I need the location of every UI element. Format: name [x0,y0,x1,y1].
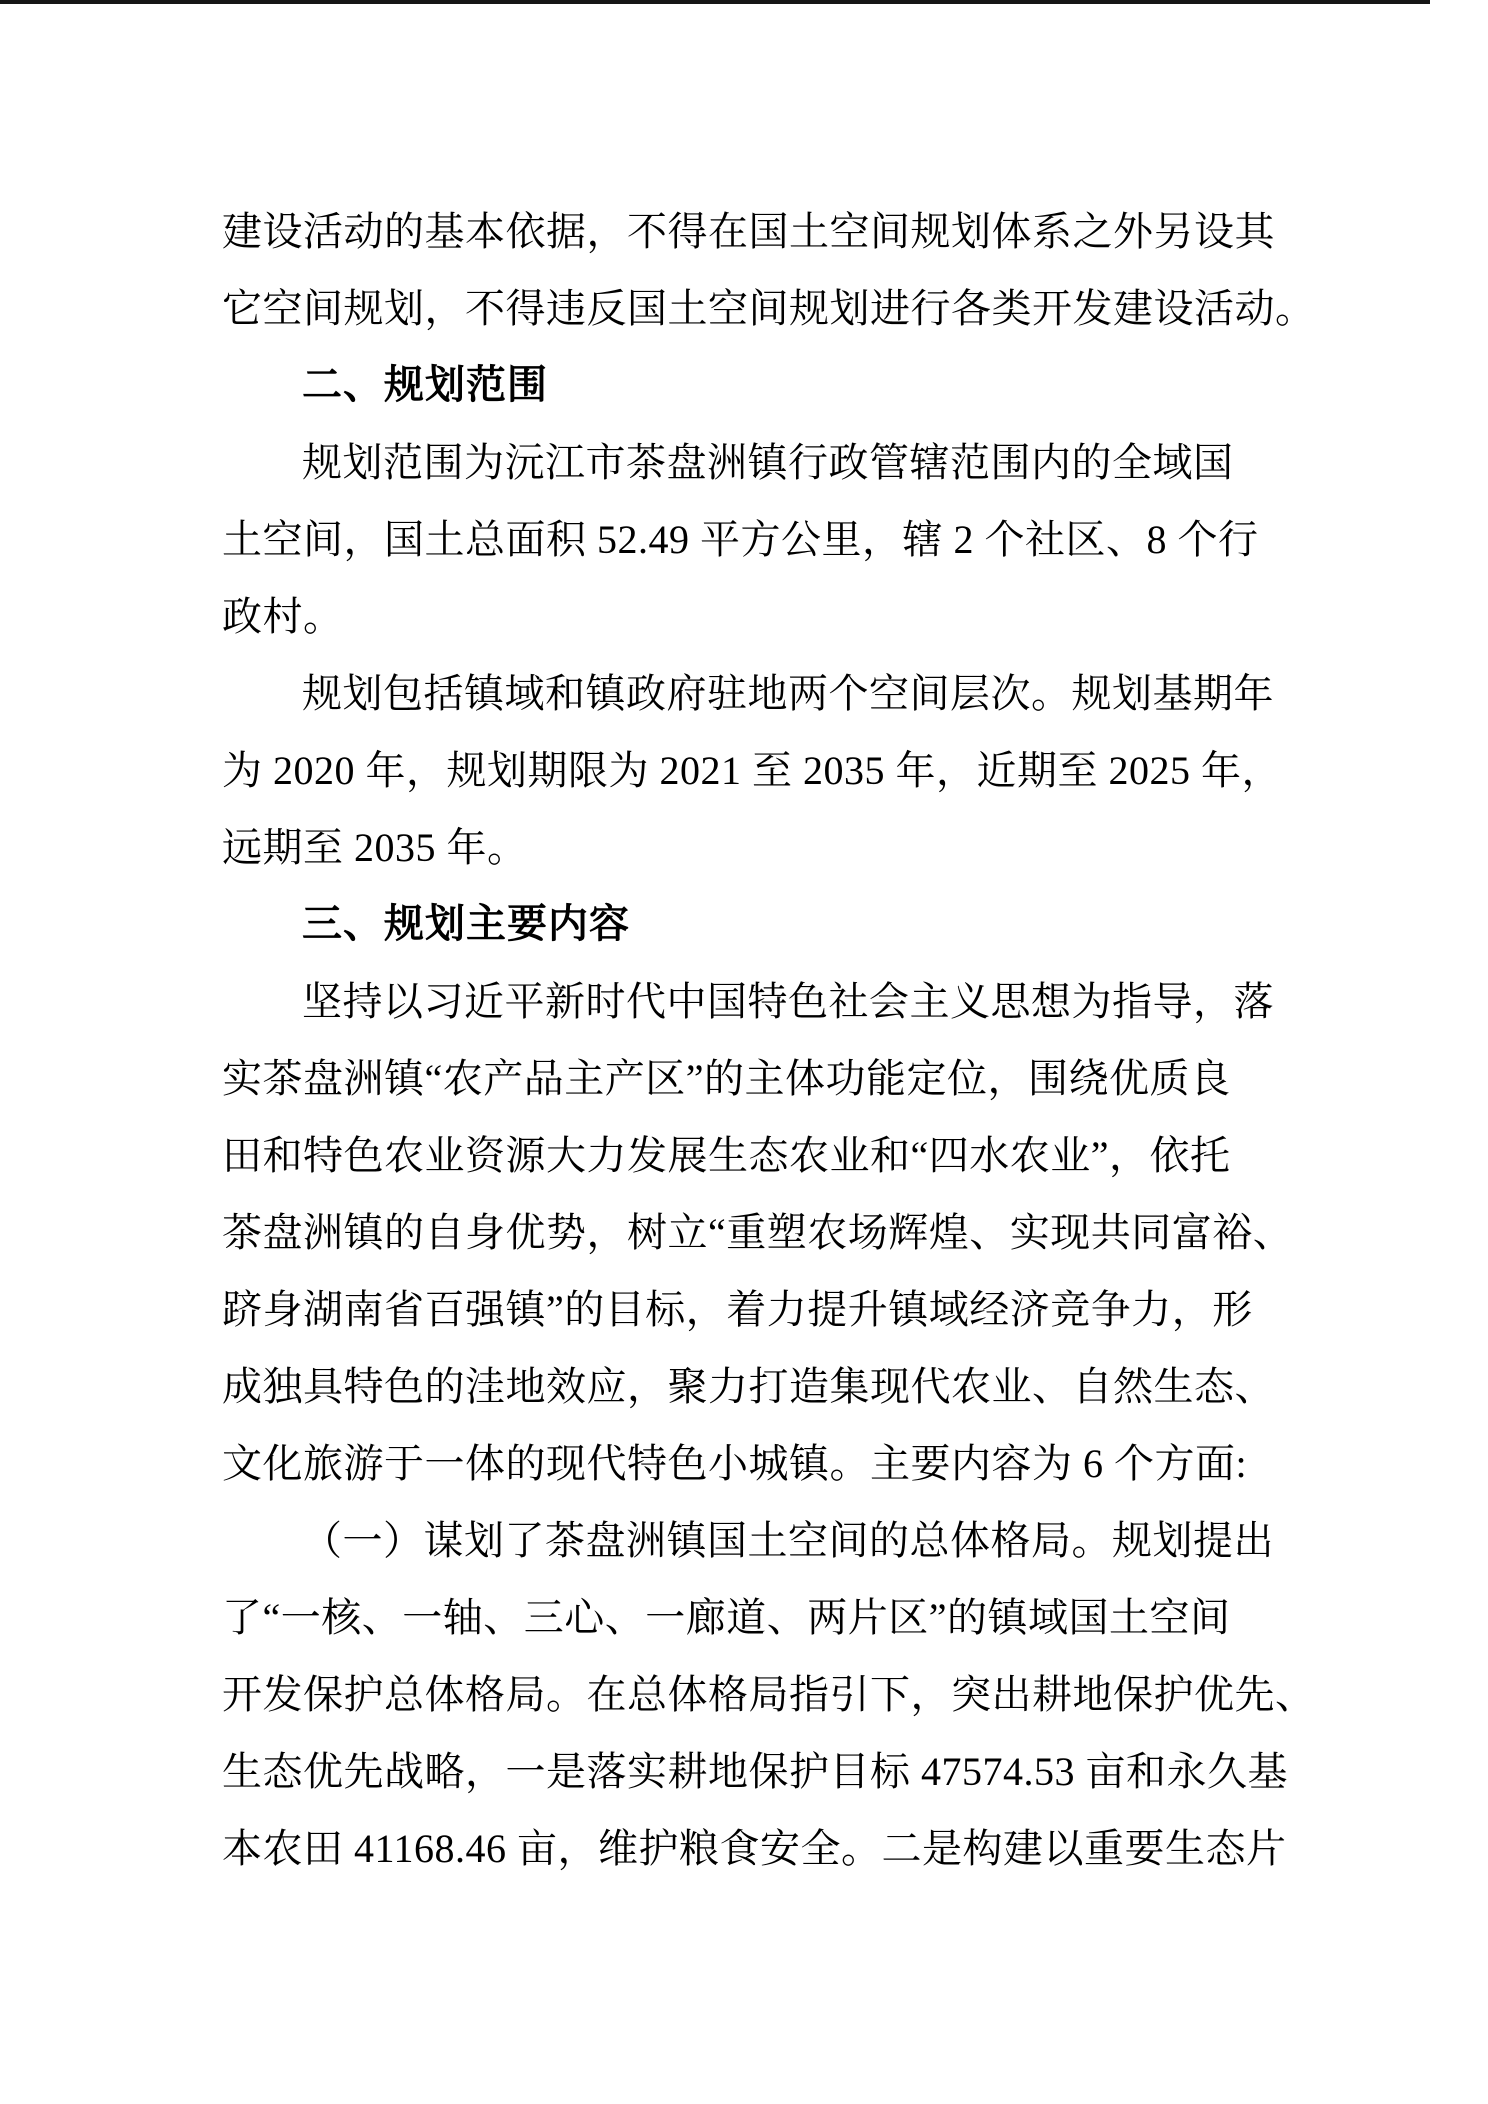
document-body [222,193,1322,1887]
text-line: 成独具特色的洼地效应，聚力打造集现代农业、自然生态、 [222,1364,1275,1409]
section-heading-planning-scope: 二、规划范围 [302,363,548,407]
paragraph-first-line: 规划范围为沅江市茶盘洲镇行政管辖范围内的全域国 [302,440,1234,485]
text-line: 田和特色农业资源大力发展生态农业和“四水农业”，依托 [222,1133,1231,1178]
text-line: 了“一核、一轴、三心、一廊道、两片区”的镇域国土空间 [222,1595,1231,1640]
text-line: 跻身湖南省百强镇”的目标，着力提升镇域经济竞争力，形 [222,1287,1253,1332]
text-line: 开发保护总体格局。在总体格局指引下，突出耕地保护优先、 [222,1672,1316,1717]
text-line: 远期至 2035 年。 [222,825,528,870]
text-line: 为 2020 年，规划期限为 2021 至 2035 年，近期至 2025 年， [222,748,1282,793]
text-line: 生态优先战略，一是落实耕地保护目标 47574.53 亩和永久基 [222,1749,1288,1794]
text-line: 本农田 41168.46 亩，维护粮食安全。二是构建以重要生态片 [222,1826,1287,1871]
paragraph-first-line: 规划包括镇域和镇政府驻地两个空间层次。规划基期年 [302,671,1274,716]
text-line: 实茶盘洲镇“农产品主产区”的主体功能定位，围绕优质良 [222,1056,1231,1101]
paragraph-first-line: （一）谋划了茶盘洲镇国土空间的总体格局。规划提出 [302,1518,1274,1563]
section-heading-main-content: 三、规划主要内容 [302,902,630,946]
text-line: 文化旅游于一体的现代特色小城镇。主要内容为 6 个方面: [222,1441,1248,1486]
scan-edge-artifact [0,0,1430,4]
text-line: 它空间规划，不得违反国土空间规划进行各类开发建设活动。 [222,286,1316,331]
text-line: 建设活动的基本依据，不得在国土空间规划体系之外另设其 [222,209,1275,254]
text-line: 茶盘洲镇的自身优势，树立“重塑农场辉煌、实现共同富裕、 [222,1210,1294,1255]
text-line: 土空间，国土总面积 52.49 平方公里，辖 2 个社区、8 个行 [222,517,1259,562]
paragraph-first-line: 坚持以习近平新时代中国特色社会主义思想为指导，落 [302,979,1274,1024]
text-line: 政村。 [222,594,344,639]
